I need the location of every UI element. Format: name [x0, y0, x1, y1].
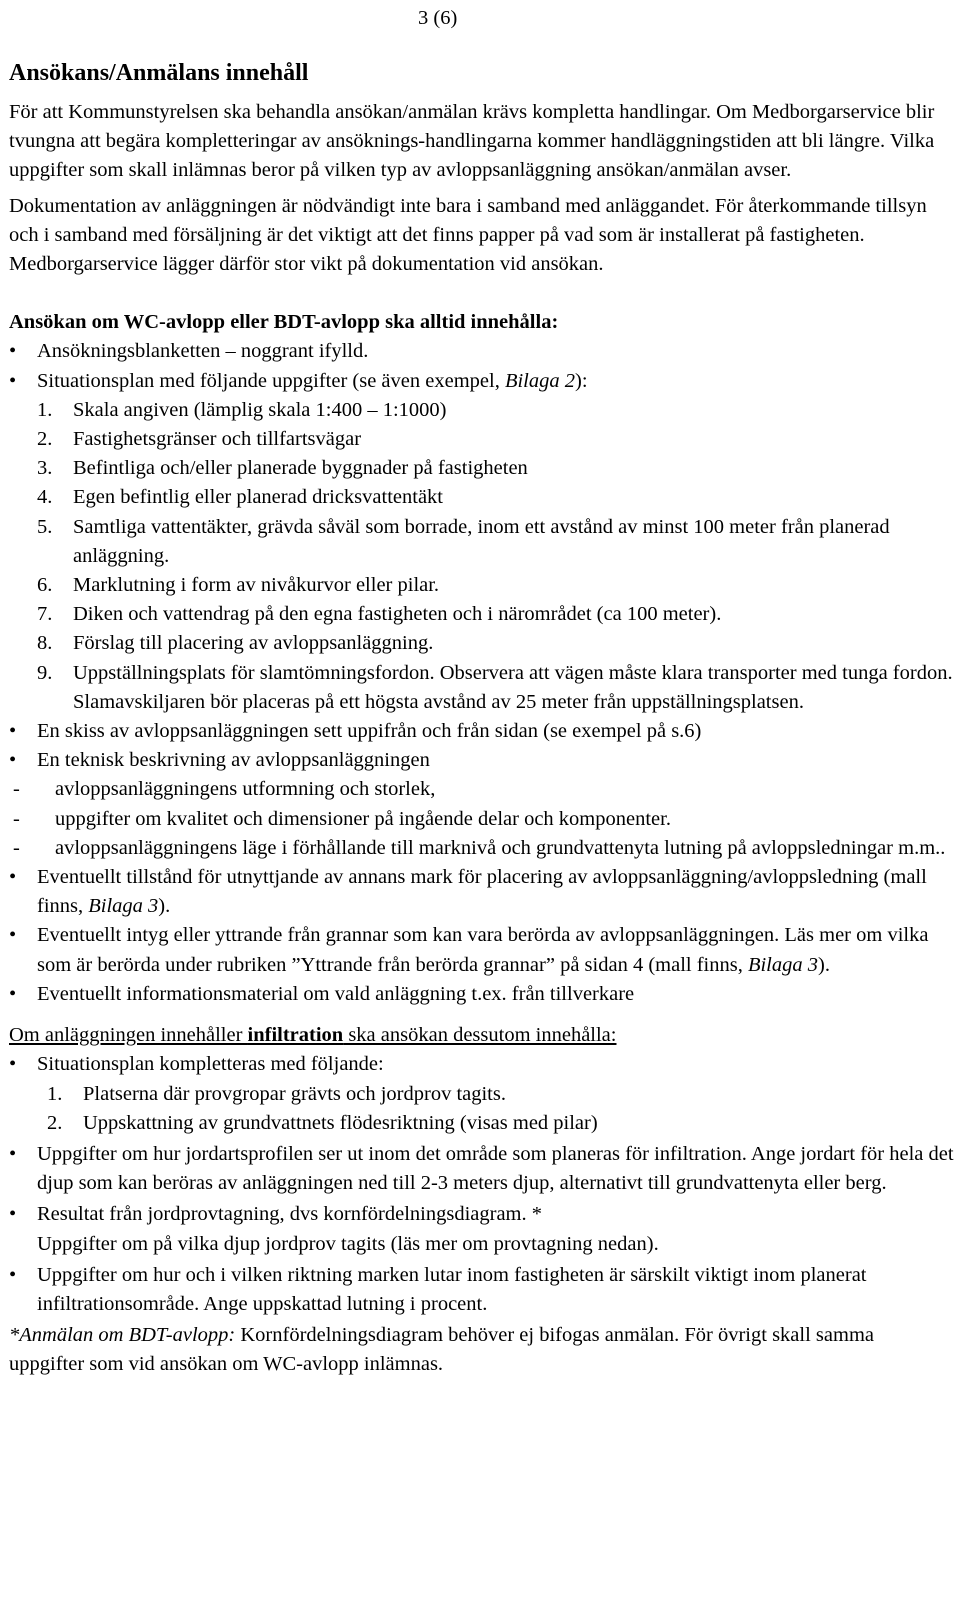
item-text: Förslag till placering av avloppsanläggning. — [73, 632, 434, 655]
dash-text: avloppsanläggningens läge i förhållande till marknivå och grundvattenyta lutning på avloppsledningar m.m.. — [55, 836, 946, 859]
bullet-text-tail: ): — [575, 369, 588, 392]
dash-text: uppgifter om kvalitet och dimensioner på ingående delar och komponenter. — [55, 807, 671, 830]
page-number: 3 (6) — [418, 7, 458, 29]
item-text: Platserna där provgropar grävts och jordprov tagits. — [83, 1082, 506, 1105]
appendix-ref: Bilaga 3 — [747, 953, 819, 976]
item-number: 9. — [37, 661, 53, 684]
item-number: 1. — [37, 398, 53, 421]
footnote-text: Kornfördelningsdiagram behöver ej bifogas anmälan. För övrigt skall samma uppgifter som vid ansökan om WC-avlopp inlämnas. — [9, 1324, 874, 1376]
item-number: 7. — [37, 603, 53, 626]
wc-section-heading: Ansökan om WC-avlopp eller BDT-avlopp ska alltid innehålla: — [9, 311, 559, 334]
infiltration-heading — [9, 1021, 954, 1050]
bullet-land-permit — [9, 863, 954, 921]
footnote-label: *Anmälan om BDT-avlopp: — [9, 1324, 236, 1347]
appendix-ref: Bilaga 3 — [88, 895, 159, 918]
numbered-item — [9, 483, 954, 512]
item-number: 4. — [37, 486, 53, 509]
item-text: Skala angiven (lämplig skala 1:400 – 1:1000) — [73, 398, 447, 421]
bullet-text: Eventuellt informationsmaterial om vald anläggning t.ex. från tillverkare — [37, 982, 635, 1005]
item-text: Uppställningsplats för slamtömningsfordon. Observera att vägen måste klara transporter med tunga fordon. Slamavskiljaren bör placeras på ett högsta avstånd av 25 meter från uppställningsplatsen. — [73, 661, 953, 713]
bullet-text-tail: ). — [158, 895, 171, 918]
bullet-soil-profile — [9, 1140, 954, 1198]
bullet-text: Resultat från jordprovtagning, dvs kornfördelningsdiagram. * — [37, 1203, 542, 1226]
numbered-item — [9, 659, 954, 717]
numbered-item — [9, 396, 954, 425]
numbered-item — [9, 1080, 954, 1109]
dash-marker: - — [13, 778, 20, 801]
bullet-subtext: Uppgifter om på vilka djup jordprov tagits (läs mer om provtagning nedan). — [37, 1232, 659, 1255]
dash-item — [9, 834, 954, 863]
bullet-neighbor-statement — [9, 921, 954, 979]
item-number: 1. — [47, 1082, 63, 1105]
bullet-text: En skiss av avloppsanläggningen sett uppifrån och från sidan (se exempel på s.6) — [37, 720, 702, 743]
bullet-text: Ansökningsblanketten – noggrant ifylld. — [37, 340, 369, 363]
item-text: Fastighetsgränser och tillfartsvägar — [73, 428, 362, 451]
numbered-item — [9, 629, 954, 658]
bullet-text: Situationsplan kompletteras med följande: — [37, 1053, 384, 1076]
numbered-item — [9, 571, 954, 600]
item-number: 2. — [47, 1111, 63, 1134]
bullet-text: En teknisk beskrivning av avloppsanläggningen — [37, 749, 430, 772]
bullet-text: Eventuellt tillstånd för utnyttjande av annans mark för placering av avloppsanläggning/avloppsledning (mall finns, — [37, 866, 927, 918]
dash-text: avloppsanläggningens utformning och storlek, — [55, 778, 436, 801]
numbered-item — [9, 600, 954, 629]
footnote — [9, 1321, 954, 1379]
heading-lead: Om anläggningen innehåller — [9, 1024, 248, 1047]
item-number: 3. — [37, 457, 53, 480]
bullet-info-material — [9, 980, 954, 1009]
numbered-item — [9, 425, 954, 454]
item-text: Marklutning i form av nivåkurvor eller pilar. — [73, 574, 440, 597]
numbered-item — [9, 1109, 954, 1138]
bullet-soil-sampling — [9, 1200, 954, 1258]
bullet-text: Situationsplan med följande uppgifter (se även exempel, — [37, 369, 505, 392]
numbered-item — [9, 513, 954, 571]
documentation-paragraph: Dokumentation av anläggningen är nödvändigt inte bara i samband med anläggandet. För återkommande tillsyn och i samband med försäljning är det viktigt att det finns papper på vad som är installerat på fastigheten. Medborgarservice lägger därför stor vikt på dokumentation vid ansökan. — [9, 194, 927, 276]
bullet-slope — [9, 1261, 954, 1319]
document-body — [9, 58, 954, 1380]
section-heading: Ansökans/Anmälans innehåll — [9, 60, 309, 86]
item-text: Diken och vattendrag på den egna fastigheten och i närområdet (ca 100 meter). — [73, 603, 722, 626]
bullet-text: Eventuellt intyg eller yttrande från grannar som kan vara berörda av avloppsanläggningen. Läs mer om vilka som är berörda under rubriken ”Yttrande från berörda grannar” på sidan 4 (mall finns, — [37, 924, 929, 976]
intro-paragraph: För att Kommunstyrelsen ska behandla ansökan/anmälan krävs kompletta handlingar. Om Medborgarservice blir tvungna att begära kompletteringar av ansöknings-handlingarna kommer handläggningstiden att bli längre. Vilka uppgifter som skall inlämnas beror på vilken typ av avloppsanläggning ansökan/anmälan avser. — [9, 101, 935, 182]
numbered-item — [9, 454, 954, 483]
item-number: 2. — [37, 428, 53, 451]
dash-marker: - — [13, 836, 20, 859]
item-number: 8. — [37, 632, 53, 655]
item-text: Egen befintlig eller planerad dricksvattentäkt — [73, 486, 443, 509]
dash-item — [9, 775, 954, 804]
bullet-sketch — [9, 717, 954, 746]
dash-item — [9, 805, 954, 834]
heading-bold: infiltration — [247, 1024, 344, 1047]
heading-tail: ska ansökan dessutom innehålla: — [343, 1024, 617, 1047]
item-number: 5. — [37, 515, 53, 538]
dash-marker: - — [13, 807, 20, 830]
bullet-text-tail: ). — [818, 953, 830, 976]
item-text: Befintliga och/eller planerade byggnader på fastigheten — [73, 457, 528, 480]
bullet-application-form — [9, 337, 954, 366]
bullet-site-plan — [9, 367, 954, 396]
item-text: Uppskattning av grundvattnets flödesriktning (visas med pilar) — [83, 1111, 598, 1134]
bullet-technical-description — [9, 746, 954, 775]
item-number: 6. — [37, 574, 53, 597]
item-text: Samtliga vattentäkter, grävda såväl som borrade, inom ett avstånd av minst 100 meter från planerad anläggning. — [73, 515, 890, 567]
bullet-text: Uppgifter om hur och i vilken riktning marken lutar inom fastigheten är särskilt viktigt inom planerat infiltrationsområde. Ange uppskattad lutning i procent. — [37, 1263, 867, 1315]
appendix-ref: Bilaga 2 — [504, 369, 575, 392]
bullet-text: Uppgifter om hur jordartsprofilen ser ut inom det område som planeras för infiltration. Ange jordart för hela det djup som kan beröras av anläggningen ned till 2-3 meters djup, alternativt till grundvattenyta eller berg. — [37, 1142, 954, 1195]
bullet-site-plan-supplement — [9, 1050, 954, 1079]
